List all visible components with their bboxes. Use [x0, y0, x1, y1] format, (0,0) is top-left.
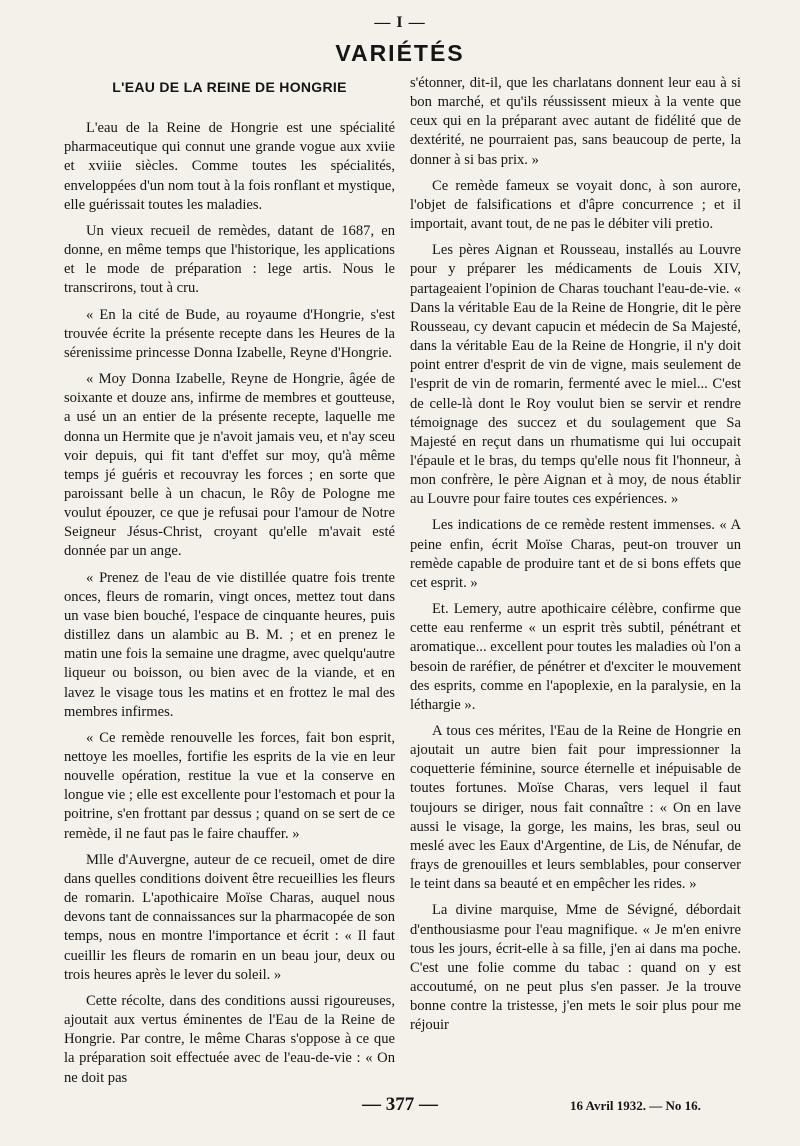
article-title: L'EAU DE LA REINE DE HONGRIE — [112, 79, 347, 95]
paragraph: Les indications de ce remède restent immenses. « A peine enfin, écrit Moïse Charas, peut-on trouver un remède capable de produire tant et de si bons effets que cet esprit. » — [410, 517, 741, 591]
folio-page-number: — 377 — — [362, 1094, 438, 1115]
paragraph: s'étonner, dit-il, que les charlatans donnent leur eau à si bon marché, et qu'ils réussissent mieux à la vente que ceux qui en la préparant avec autant de fidélité que de dextérité, ne pourraient pas, sans beaucoup de perte, la donner à si bas prix. » — [410, 75, 741, 168]
top-page-number: — I — — [374, 14, 426, 31]
paragraph: Cette récolte, dans des conditions aussi rigoureuses, ajoutait aux vertus éminentes de l'Eau de la Reine de Hongrie. Par contre, le même Charas s'oppose à ce que la préparation soit effectuée avec de l'eau-de-vie : « On ne doit pas — [64, 992, 395, 1086]
paragraph: « Ce remède renouvelle les forces, fait bon esprit, nettoye les moelles, fortifie les esprits de la vie en leur nouvelle opération, restitue la vue et la conserve en longue vie ; elle est excellente pour l'estomach et pour la poitrine, s'en frottant par dessus ; quand on se sert de ce remède, il ne faut pas le faire chauffer. » — [64, 729, 395, 842]
issue-date: 16 Avril 1932. — No 16. — [570, 1098, 701, 1113]
left-column — [64, 72, 395, 1090]
right-column — [410, 74, 741, 1092]
paragraph: Un vieux recueil de remèdes, datant de 1687, en donne, en même temps que l'historique, les applications et le mode de préparation : lege artis. Nous le transcrirons, tout à cru. — [64, 222, 395, 297]
paragraph: « En la cité de Bude, au royaume d'Hongrie, s'est trouvée écrite la présente recepte dans les Heures de la sérenissime princesse Donna Izabelle, Reyne d'Hongrie. — [64, 306, 395, 361]
paragraph: « Prenez de l'eau de vie distillée quatre fois trente onces, fleurs de romarin, vingt onces, mettez tout dans un vase bien bouché, l'espace de cinquante heures, puis distillez dans un alambic au B. M. ; et en prenez le matin une fois la semaine une dragme, avec quelqu'autre liqueur ou boisson, ou bien avec de la viande, et en lavez le visage tous les matins et en frottez le mal des membres infirmes. — [64, 569, 395, 720]
paragraph: Les pères Aignan et Rousseau, installés au Louvre pour y préparer les médicaments de Louis XIV, partageaient l'opinion de Charas touchant l'eau-de-vie. « Dans la véritable Eau de la Reine de Hongrie, dit le père Rousseau, cy devant capucin et médecin de Sa Majesté, dans la véritable Eau de la Reine de Hongrie, il n'y doit point entrer d'esprit de vin de vigne, mais seulement de l'esprit de vin de romarin, fermenté avec le miel... C'est de celle-là dont le Roy voulut bien se servir et rendre témoignage des succez et du soulagement que Sa Majesté en reçut dans un rhumatisme qui lui occupait l'épaule et le bras, du temps qu'elle nous fit l'honneur, à mon confrère, le père Aignan et à moy, de nous établir au Louvre pour faire toutes ces expériences. » — [410, 242, 741, 508]
paragraph: La divine marquise, Mme de Sévigné, débordait d'enthousiasme pour l'eau magnifique. « Je m'en enivre tous les jours, écrit-elle à sa fille, j'en ai dans ma poche. C'est une folie comme du tabac : quand on y est accoutumé, on ne peut plus s'en passer. Je la trouve bonne contre la tristesse, j'en mets le soir plus pour me réjouir — [410, 902, 741, 1034]
paragraph: « Moy Donna Izabelle, Reyne de Hongrie, âgée de soixante et douze ans, infirme de membres et goutteuse, a usé un an entier de la présente recepte, laquelle me donna un Hermite que je n'avoit jamais veu, et n'ay sceu voir depuis, qui fit tant d'effet sur moy, qu'à même temps jé guéris et recouvray les forces ; en sorte que paroissant belle à un chacun, le Rôy de Pologne me voulut épouzer, ce que je refusai pour l'amour de Notre Seigneur Jésus-Christ, croyant qu'elle m'avait esté donnée par un ange. — [64, 371, 395, 560]
paragraph: A tous ces mérites, l'Eau de la Reine de Hongrie en ajoutait un autre bien fait pour impressionner la coquetterie féminine, source éternelle et inépuisable de toutes fortunes. Moïse Charas, vers lequel il faut toujours se diriger, nous fait connaître : « On en lave aussi le visage, la gorge, les mains, les bras, seul ou meslé avec les Eaux d'Argentine, de Lis, de Nénufar, de frays de grenouilles et leurs semblables, pour conserver le teint dans sa beauté et en empêcher les rides. » — [410, 723, 741, 893]
page-footer — [0, 1094, 800, 1124]
paragraph: Ce remède fameux se voyait donc, à son aurore, l'objet de falsifications et d'âpre concurrence ; et il importait, avant tout, de ne pas le débiter vili pretio. — [410, 177, 741, 233]
paragraph: L'eau de la Reine de Hongrie est une spécialité pharmaceutique qui connut une grande vogue aux xviie et xviiie siècles. Comme toutes les spécialités, enveloppées d'un nom tout à la fois ronflant et mystique, elle guérissait toutes les maladies. — [64, 120, 395, 213]
paragraph: Mlle d'Auvergne, auteur de ce recueil, omet de dire dans quelles conditions doivent être recueillies les fleurs de romarin. L'apothicaire Moïse Charas, auquel nous devons tant de connaissances sur la pharmacopée de son temps, nous en montre l'importance et écrit : « Il faut cueillir les fleurs de romarin en un beau jour, deux ou trois heures après le lever du soleil. » — [64, 851, 395, 983]
section-title: VARIÉTÉS — [335, 40, 465, 66]
paragraph: Et. Lemery, autre apothicaire célèbre, confirme que cette eau renferme « un esprit très subtil, pénétrant et aromatique... excellent pour toutes les maladies où l'on a besoin de raréfier, de pénétrer et d'exciter le mouvement des esprits, comme en l'apoplexie, en la paralysie, en la léthargie ». — [410, 601, 741, 713]
